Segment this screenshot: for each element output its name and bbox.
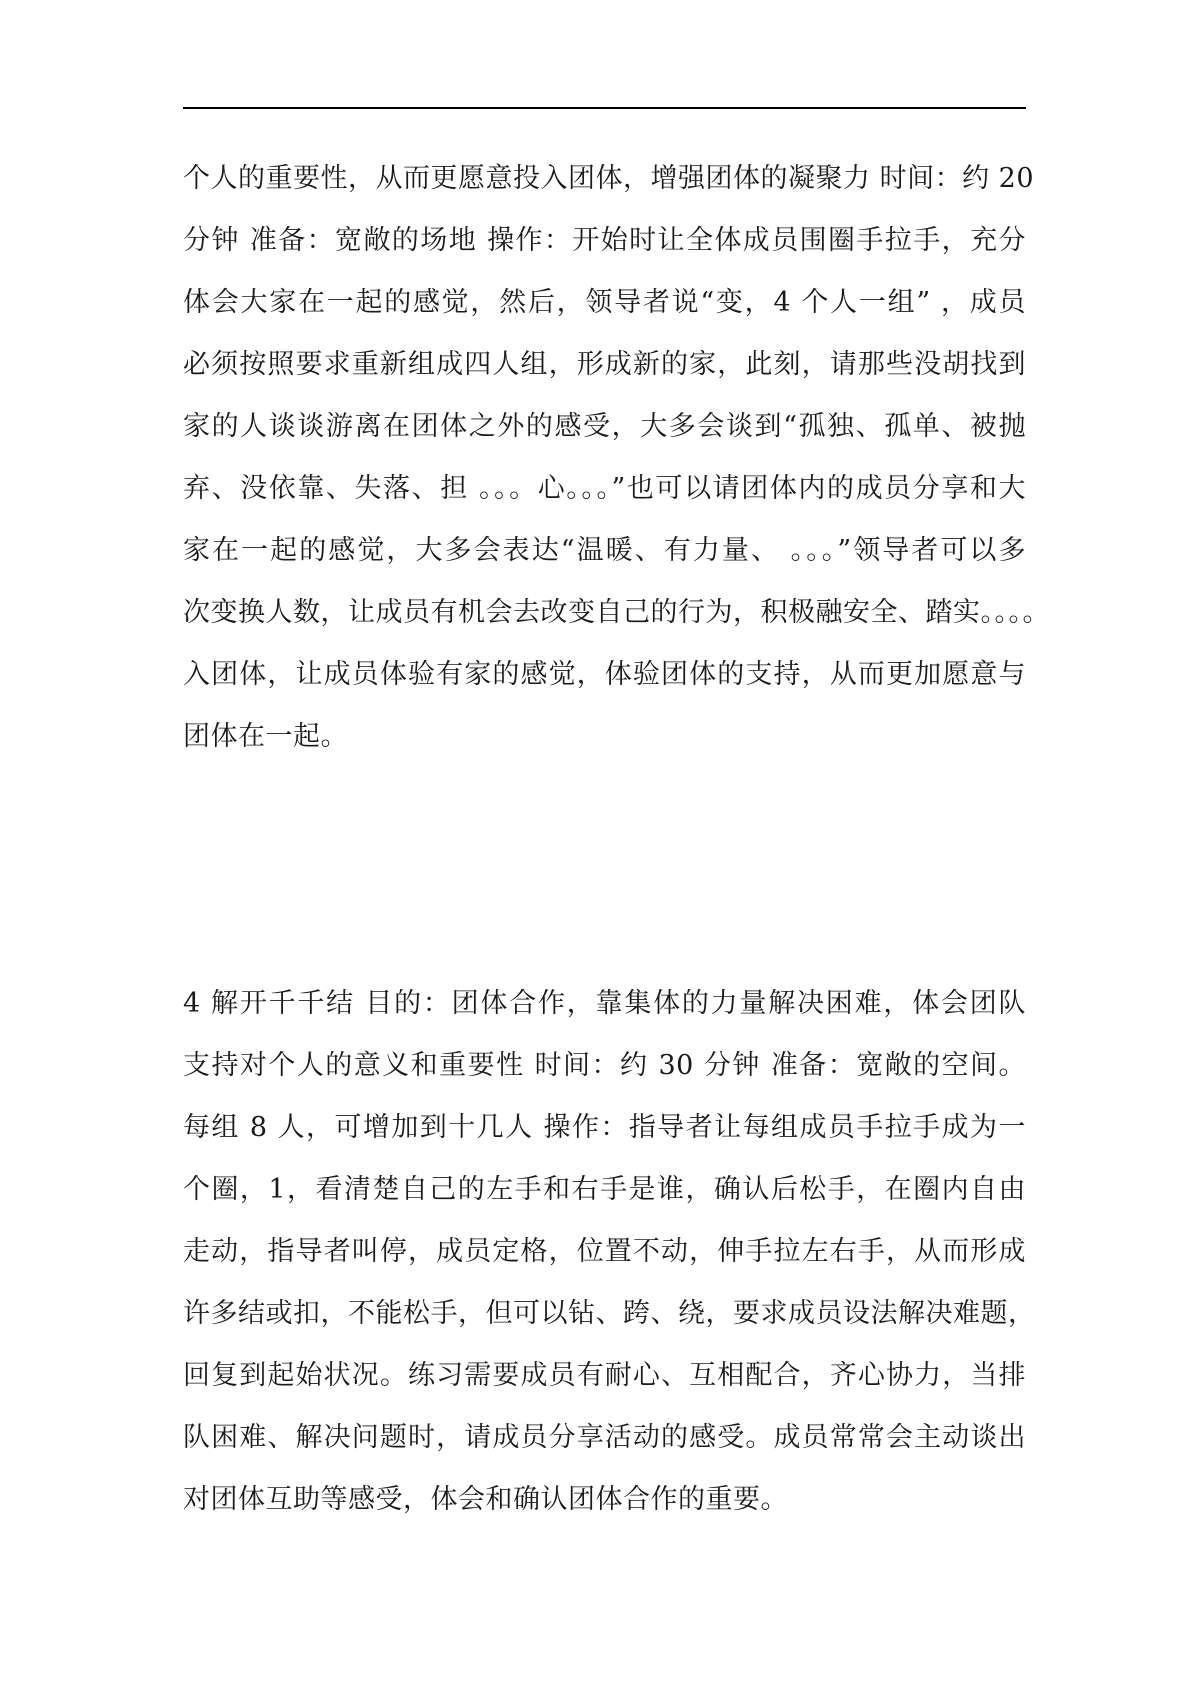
text-line: 个人的重要性，从而更愿意投入团体，增强团体的凝聚力 时间：约 20 [183, 163, 1035, 194]
text-line: 团体在一起。 [183, 721, 348, 752]
text-line: 走动，指导者叫停，成员定格，位置不动，伸手拉左右手，从而形成 [183, 1236, 1026, 1267]
text-line: 个圈，1，看清楚自己的左手和右手是谁，确认后松手，在圈内自由 [183, 1174, 1026, 1205]
text-line: 队困难、解决问题时，请成员分享活动的感受。成员常常会主动谈出 [183, 1422, 1026, 1453]
text-line: 入团体，让成员体验有家的感觉，体验团体的支持，从而更加愿意与 [183, 659, 1026, 690]
paragraph-untie-knots [183, 973, 1036, 1531]
text-line: 回复到起始状况。练习需要成员有耐心、互相配合，齐心协力，当排 [183, 1360, 1026, 1391]
text-line: 许多结或扣，不能松手，但可以钻、跨、绕，要求成员设法解决难题， [183, 1298, 1036, 1329]
text-line: 对团体互助等感受，体会和确认团体合作的重要。 [183, 1484, 788, 1515]
text-line: 分钟 准备：宽敞的场地 操作：开始时让全体成员围圈手拉手，充分 [183, 225, 1026, 256]
text-line: 必须按照要求重新组成四人组，形成新的家，此刻，请那些没胡找到 [183, 349, 1026, 380]
paragraph-team-cohesion [183, 148, 1050, 768]
text-line: 次变换人数，让成员有机会去改变自己的行为，积极融安全、踏实。。。。 [183, 597, 1050, 628]
text-line: 弃、没依靠、失落、担 。。。心。。。”也可以请团体内的成员分享和大 [183, 473, 1026, 504]
text-line: 支持对个人的意义和重要性 时间：约 30 分钟 准备：宽敞的空间。 [183, 1050, 1026, 1081]
text-line: 每组 8 人，可增加到十几人 操作：指导者让每组成员手拉手成为一 [183, 1112, 1026, 1143]
text-line: 家的人谈谈游离在团体之外的感受，大多会谈到“孤独、孤单、被抛 [183, 411, 1026, 442]
text-line: 体会大家在一起的感觉，然后，领导者说“变，4 个人一组” ，成员 [183, 287, 1026, 318]
text-line: 家在一起的感觉，大多会表达“温暖、有力量、 。。。”领导者可以多 [183, 535, 1026, 566]
header-rule [183, 107, 1026, 109]
text-line: 4 解开千千结 目的：团体合作，靠集体的力量解决困难，体会团队 [183, 988, 1026, 1019]
